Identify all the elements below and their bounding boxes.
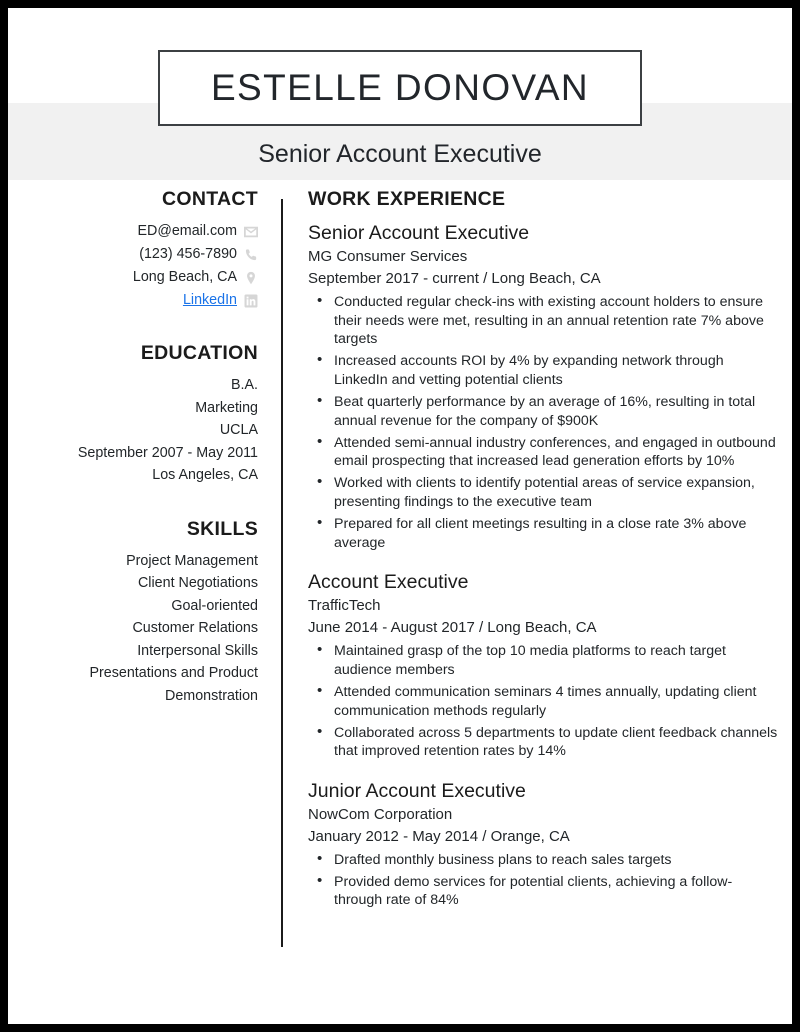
education-line: B.A. xyxy=(230,377,258,393)
job-bullet: • Attended semi-annual industry conferences, and engaged in outbound email prospecting that increased lead generation efforts by 10% xyxy=(308,434,780,471)
resume-body xyxy=(8,188,792,1024)
name-box xyxy=(158,50,642,126)
candidate-job-title: Senior Account Executive xyxy=(258,140,542,168)
work-experience-heading: WORK EXPERIENCE xyxy=(308,188,506,210)
skill-item: Customer Relations xyxy=(132,620,258,636)
column-divider xyxy=(281,199,283,947)
job-bullet: • Attended communication seminars 4 times annually, updating client communication methods regularly xyxy=(308,683,780,720)
education-line: September 2007 - May 2011 xyxy=(77,444,258,461)
contact-email-text: ED@email.com xyxy=(137,223,237,239)
phone-icon xyxy=(244,248,258,262)
skill-item: Interpersonal Skills xyxy=(137,642,258,659)
job-entry xyxy=(308,220,780,552)
candidate-name: ESTELLE DONOVAN xyxy=(210,67,590,108)
job-bullet: • Prepared for all client meetings resulting in a close rate 3% above average xyxy=(308,515,780,552)
job-title: Junior Account Executive xyxy=(308,779,526,802)
contact-item-email xyxy=(8,220,258,243)
job-bullet: • Increased accounts ROI by 4% by expanding network through LinkedIn and vetting potential clients xyxy=(308,352,780,389)
job-title: Senior Account Executive xyxy=(308,222,530,244)
work-experience-section xyxy=(308,188,780,927)
education-section xyxy=(8,342,258,487)
education-line: Los Angeles, CA xyxy=(152,467,258,483)
contact-section xyxy=(8,188,258,312)
skills-section xyxy=(8,518,258,708)
contact-item-location xyxy=(8,266,258,289)
job-bullet-list xyxy=(308,642,780,761)
job-bullet: • Conducted regular check-ins with existing account holders to ensure their needs were met, resulting in an annual retention rate 7% above targets xyxy=(308,293,780,349)
job-bullet: • Collaborated across 5 departments to update client feedback channels that improved retention rates by 14% xyxy=(308,724,780,761)
skill-item: Presentations and Product Demonstration xyxy=(89,665,258,704)
job-title: Account Executive xyxy=(308,571,469,594)
contact-item-phone xyxy=(8,243,258,266)
education-heading: EDUCATION xyxy=(140,342,258,364)
job-company: MG Consumer Services xyxy=(308,248,468,265)
contact-location-text: Long Beach, CA xyxy=(132,269,237,285)
job-bullet: • Provided demo services for potential clients, achieving a follow-through rate of 84% xyxy=(308,873,780,910)
job-dates-location: September 2017 - current / Long Beach, CA xyxy=(308,270,601,287)
location-pin-icon xyxy=(244,271,258,285)
skill-item: Goal-oriented xyxy=(171,597,258,614)
job-company: TrafficTech xyxy=(308,597,381,615)
contact-item-linkedin[interactable] xyxy=(8,289,258,312)
contact-phone-text: (123) 456-7890 xyxy=(139,246,237,262)
job-dates-location: June 2014 - August 2017 / Long Beach, CA xyxy=(308,619,597,637)
education-line: Marketing xyxy=(195,399,258,416)
job-entry xyxy=(308,778,780,910)
resume-sheet xyxy=(8,8,792,1024)
skill-item: Project Management xyxy=(126,552,258,569)
skills-heading: SKILLS xyxy=(186,517,258,540)
job-entry xyxy=(308,569,780,761)
job-bullet-list xyxy=(308,851,780,910)
job-bullet: • Maintained grasp of the top 10 media platforms to reach target audience members xyxy=(308,642,780,679)
linkedin-icon[interactable] xyxy=(244,294,258,308)
envelope-icon xyxy=(244,225,258,239)
job-company: NowCom Corporation xyxy=(308,805,453,823)
education-line: UCLA xyxy=(219,422,258,438)
job-bullet: • Worked with clients to identify potential areas of service expansion, presenting findings to the executive team xyxy=(308,474,780,511)
linkedin-link[interactable]: LinkedIn xyxy=(182,292,237,308)
job-dates-location: January 2012 - May 2014 / Orange, CA xyxy=(308,827,570,845)
job-bullet: • Drafted monthly business plans to reach sales targets xyxy=(308,851,780,870)
contact-heading: CONTACT xyxy=(162,188,258,210)
skill-item: Client Negotiations xyxy=(137,575,258,591)
sidebar xyxy=(8,188,266,707)
job-bullet-list xyxy=(308,293,780,552)
job-bullet: • Beat quarterly performance by an average of 16%, resulting in total annual revenue for the company of $900K xyxy=(308,393,780,430)
